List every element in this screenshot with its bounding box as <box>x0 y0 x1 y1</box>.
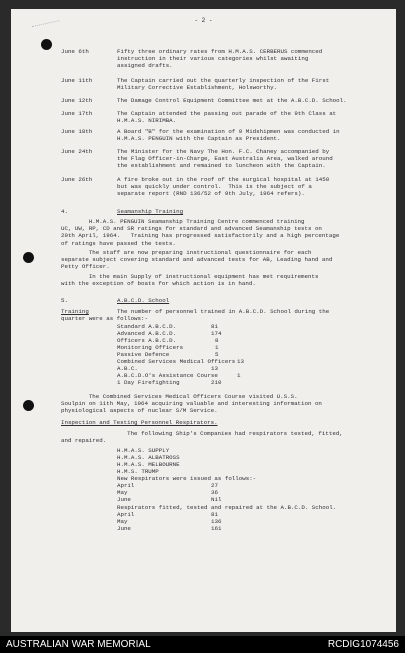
count: 136 <box>211 518 222 525</box>
section-heading: Seamanship Training <box>117 208 184 215</box>
count: 36 <box>211 489 218 496</box>
month: June <box>117 525 131 532</box>
section-paragraph: In the main Supply of instructional equipment has met requirements with the exception of boats for which action is in hand. <box>61 273 319 288</box>
course-count: 8 <box>215 337 219 344</box>
section-paragraph: H.M.A.S. PENGUIN Seamanship Training Centre commenced training UC, UW, RP, CD and SR ratings for standard and advanced Seamanship tests on 20th April, 1964. Training has progressed satisfactorily and a high percentage of ratings have passed the tests. <box>61 218 340 247</box>
ship-name: H.M.A.S. MELBOURNE <box>117 461 180 468</box>
diary-text: A fire broke out in the roof of the surgical hospital at 1450 but was quickly under control. This is the subject of a separate report (RND 136/52 of 9th July, 1964 refers). <box>117 176 330 198</box>
diary-date: June 24th <box>61 148 93 155</box>
course-name: 1 Day Firefighting <box>117 379 180 386</box>
course-count: 210 <box>211 379 222 386</box>
diary-date: June 6th <box>61 48 89 55</box>
month: May <box>117 518 128 525</box>
punch-hole-bottom <box>23 400 34 411</box>
month: April <box>117 482 135 489</box>
course-count: 174 <box>211 330 222 337</box>
section-number: 5. <box>61 297 68 304</box>
course-name: Passive Defence <box>117 351 170 358</box>
ship-name: H.M.A.S. ALBATROSS <box>117 454 180 461</box>
course-name: Officers A.B.C.D. <box>117 337 177 344</box>
section-heading: A.B.C.D. School <box>117 297 170 304</box>
ship-name: H.M.A.S. SUPPLY <box>117 447 170 454</box>
section-paragraph: The staff are now preparing instructional questionnaire for each separate subject covering standard and advanced tests for AB, Leading hand and Petty Officer. <box>61 249 333 271</box>
diary-date: June 17th <box>61 110 93 117</box>
section-paragraph: The following Ship's Companies had respirators tested, fitted, and repaired. <box>61 430 343 445</box>
diary-text: The Captain carried out the quarterly inspection of the First Military Corrective Establishment, Holsworthy. <box>117 77 330 92</box>
count: 161 <box>211 525 222 532</box>
subsection-heading: Inspection and Testing Personnel Respirators. <box>61 419 218 426</box>
diary-text: The Damage Control Equipment Committee met at the A.B.C.D. School. <box>117 97 347 104</box>
course-name: A.B.C. <box>117 365 138 372</box>
month: April <box>117 511 135 518</box>
list-label: New Respirators were issued as follows:- <box>117 475 257 482</box>
punch-hole-top <box>41 39 52 50</box>
course-name: A.B.C.D.O's Assistance Course <box>117 372 218 379</box>
training-intro: The number of personnel trained in A.B.C.D. School during the <box>117 308 330 315</box>
diary-date: June 12th <box>61 97 93 104</box>
course-count: 1 <box>237 372 241 379</box>
subsection-label: Training <box>61 308 89 315</box>
count: Nil <box>211 496 222 503</box>
count: 27 <box>211 482 218 489</box>
page-number: - 2 - <box>194 17 213 24</box>
course-name: Standard A.B.C.D. <box>117 323 177 330</box>
section-paragraph: The Combined Services Medical Officers Course visited U.S.S. Soulpin on 11th May, 1964 acquiring valuable and interesting information on physiological aspects of nuclear S/M Service. <box>61 393 322 415</box>
course-name: Advanced A.B.C.D. <box>117 330 177 337</box>
diary-date: June 11th <box>61 77 93 84</box>
punch-hole-middle <box>23 252 34 263</box>
archive-name: AUSTRALIAN WAR MEMORIAL <box>6 639 151 650</box>
archive-footer <box>0 636 405 653</box>
course-count: 5 <box>215 351 219 358</box>
month: June <box>117 496 131 503</box>
count: 81 <box>211 511 218 518</box>
diary-text: Fifty three ordinary rates from H.M.A.S. CERBERUS commenced instruction in their various categories whilst awaiting assigned drafts. <box>117 48 323 70</box>
document-page <box>11 9 396 632</box>
course-count: 81 <box>211 323 218 330</box>
course-count: 13 <box>211 365 218 372</box>
record-id: RCDIG1074456 <box>327 639 399 650</box>
training-intro: quarter were as follows:- <box>61 315 148 322</box>
diary-date: June 26th <box>61 176 93 183</box>
course-name: Combined Services Medical Officers <box>117 358 236 365</box>
section-number: 4. <box>61 208 68 215</box>
list-label: Respirators fitted, tested and repaired at the A.B.C.D. School. <box>117 504 337 511</box>
diary-text: The Minister for the Navy The Hon. F.C. Chaney accompanied by the Flag Officer-in-Charge, East Australia Area, walked around the establishment and remained to luncheon with the Captain. <box>117 148 333 170</box>
course-count: 1 <box>215 344 219 351</box>
month: May <box>117 489 128 496</box>
course-count: 13 <box>237 358 244 365</box>
course-name: Monitoring Officers <box>117 344 184 351</box>
ship-name: H.M.S. TRUMP <box>117 468 159 475</box>
diary-text: The Captain attended the passing out parade of the 9th Class at H.M.A.S. NIRIMBA. <box>117 110 337 125</box>
diary-text: A Board "B" for the examination of 9 Midshipmen was conducted in H.M.A.S. PENGUIN with the Captain as President. <box>117 128 340 143</box>
diary-date: June 18th <box>61 128 93 135</box>
